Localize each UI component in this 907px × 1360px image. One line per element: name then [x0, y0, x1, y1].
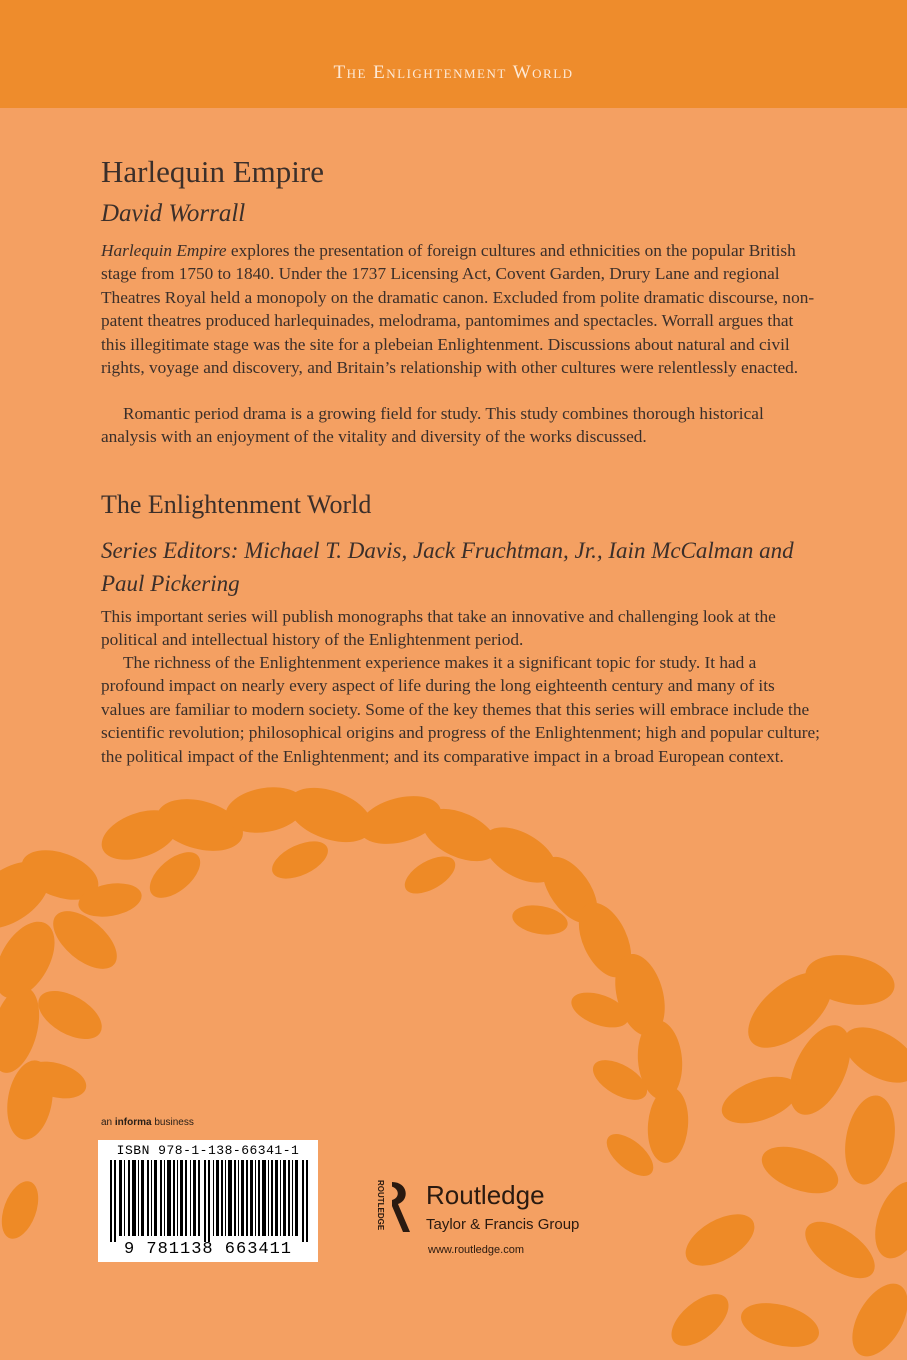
logo-vertical-text: ROUTLEDGE — [376, 1180, 385, 1231]
book-description-text: explores the presentation of foreign cultures and ethnicities on the popular British stage from 1750 to 1840. Under the 1737 Licensing Act, Covent Garden, Drury Lane and regional Theatres Royal held a monopoly on the dramatic canon. Excluded from polite dramatic discourse, non-patent theatres produced harlequinades, melodrama, pantomimes and spectacles. Worrall argues that this illegitimate stage was the site for a plebeian Enlightenment. Discussions about natural and civil rights, voyage and discovery, and Britain’s relationship with other cultures were relentlessly enacted. — [101, 241, 815, 378]
isbn-barcode — [98, 1140, 318, 1262]
publisher-name: Routledge — [426, 1180, 545, 1210]
series-title: The Enlightenment World — [101, 490, 372, 519]
informa-brand: informa — [114, 1117, 152, 1128]
book-title-inline: Harlequin Empire — [101, 241, 227, 260]
series-editors: Series Editors: Michael T. Davis, Jack Fruchtman, Jr., Iain McCalman and Paul Pickering — [101, 538, 794, 596]
laurel-wreath-ornament — [0, 780, 907, 1360]
publisher-url[interactable]: www.routledge.com — [428, 1244, 524, 1256]
book-title: Harlequin Empire — [101, 154, 324, 189]
barcode-bars — [110, 1160, 310, 1242]
series-banner — [0, 0, 907, 108]
book-description-2 — [101, 402, 821, 449]
publisher-group: Taylor & Francis Group — [426, 1216, 580, 1233]
series-description-2 — [101, 651, 821, 768]
isbn-label: ISBN 978-1-138-66341-1 — [116, 1143, 300, 1158]
series-description — [101, 605, 821, 652]
book-description — [101, 239, 821, 379]
series-description-text: This important series will publish monographs that take an innovative and challenging look at the political and intellectual history of the Enlightenment period. — [101, 607, 776, 650]
series-description-2-text: The richness of the Enlightenment experience makes it a significant topic for study. It had a profound impact on nearly every aspect of life during the long eighteenth century and many of its values are familiar to modern society. Some of the key themes that this series will embrace include the scientific revolution; philosophical origins and progress of the Enlightenment; high and popular culture; the political impact of the Enlightenment; and its comparative impact in a broad European context. — [101, 653, 820, 766]
book-description-2-text: Romantic period drama is a growing field for study. This study combines thorough historical analysis with an enjoyment of the vitality and diversity of the works discussed. — [101, 404, 764, 447]
series-header: The Enlightenment World — [333, 62, 574, 83]
informa-tagline: an informa business — [101, 1117, 194, 1128]
routledge-logo-icon — [370, 1178, 420, 1240]
isbn-digits: 9 781138 663411 — [123, 1240, 293, 1259]
book-author: David Worrall — [101, 200, 246, 227]
